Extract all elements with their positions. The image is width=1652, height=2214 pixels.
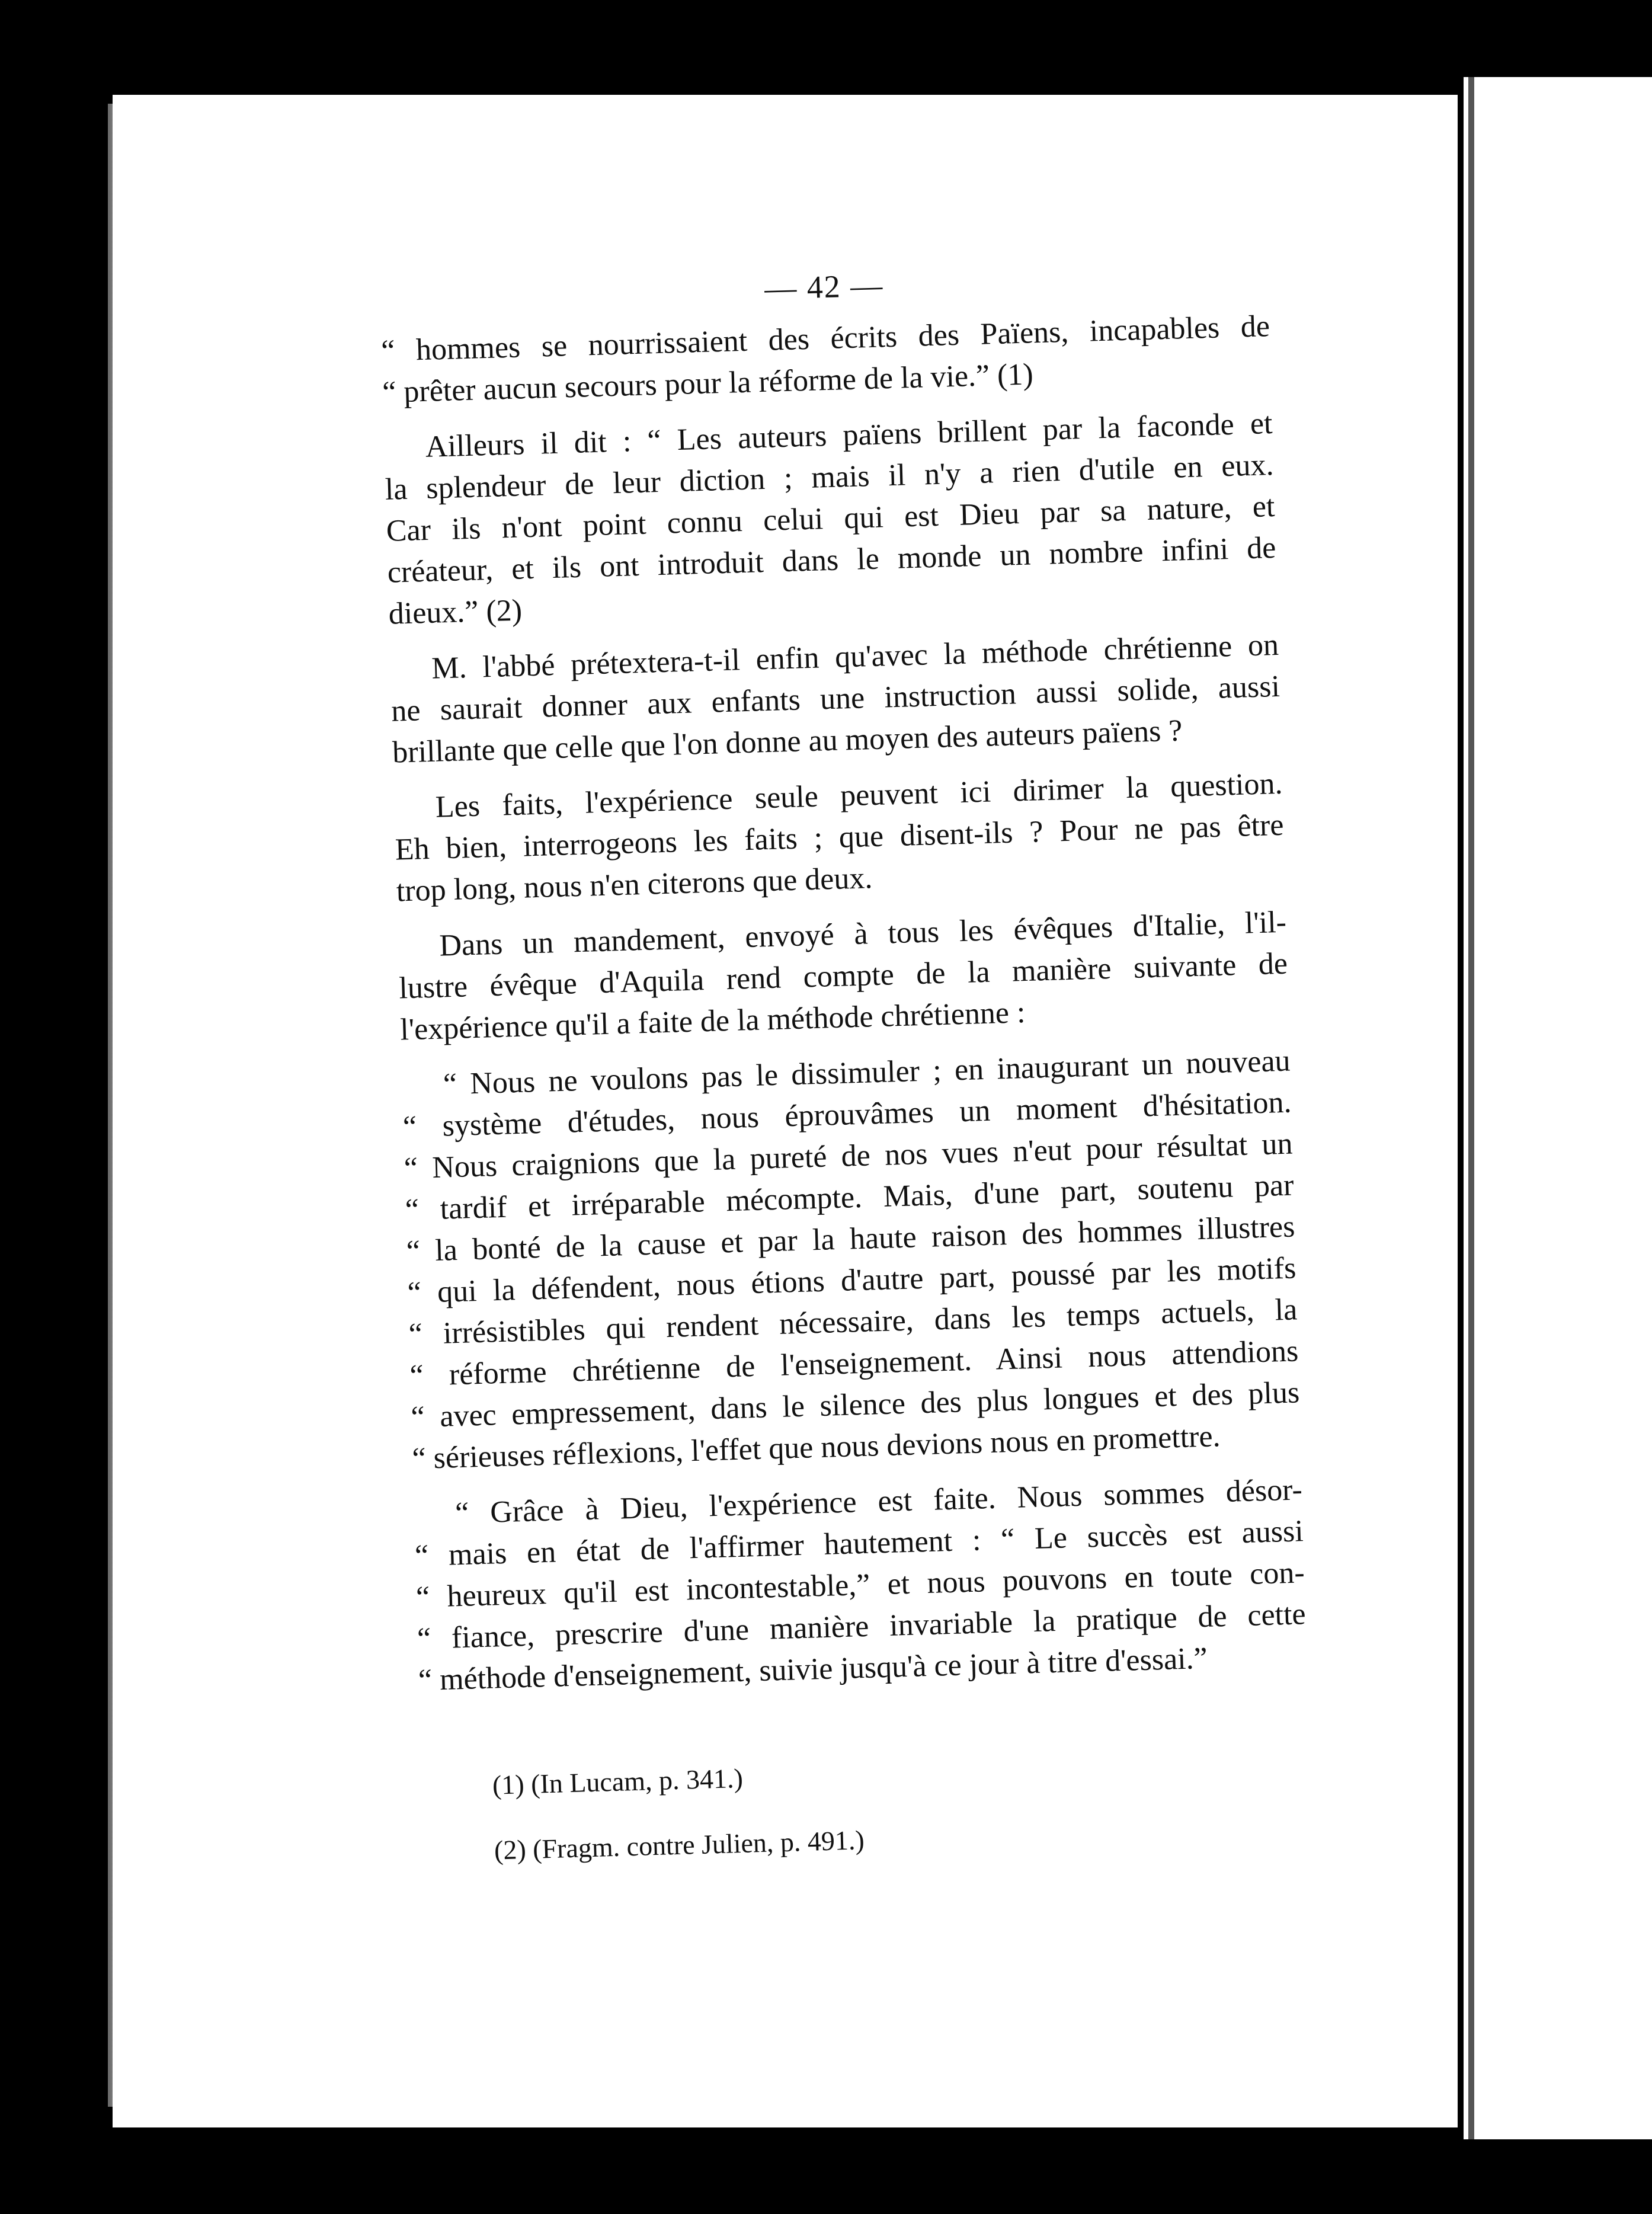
text-line: “ heureux qu'il est incontestable,” et nous pouvons en toute con- (415, 1556, 1305, 1615)
text-line: “ irrésistibles qui rendent nécessaire, dans les temps actuels, la (408, 1292, 1298, 1352)
facing-page-edge (1464, 77, 1652, 2139)
text-block (379, 254, 1312, 1885)
paragraph-2 (383, 403, 1278, 635)
paragraph-3 (389, 625, 1281, 774)
quotation-1 (401, 1041, 1301, 1480)
footnotes (421, 1730, 1313, 1885)
text-line: Ailleurs il dit : “ Les auteurs païens brillent par la faconde et (425, 407, 1273, 464)
footnote-text: (Fragm. contre Julien, p. 491.) (532, 1825, 865, 1864)
text-line: M. l'abbé prétextera-t-il enfin qu'avec la méthode chrétienne on (431, 628, 1279, 686)
text-line: la splendeur de leur diction ; mais il n'y a rien d'utile en eux. (385, 447, 1275, 507)
text-line: “ méthode d'enseignement, suivie jusqu'à ce jour à titre d'essai.” (418, 1641, 1208, 1698)
text-line: “ réforme chrétienne de l'enseignement. Ainsi nous attendions (409, 1334, 1299, 1393)
text-line: “ prêter aucun secours pour la réforme de la vie.” (1) (382, 357, 1034, 409)
paragraph-1 (380, 306, 1271, 414)
text-line: Dans un mandement, envoyé à tous les évêques d'Italie, l'il- (438, 905, 1287, 963)
text-line: “ Nous ne voulons pas le dissimuler ; en inaugurant un nouveau (443, 1044, 1291, 1102)
quotation-2 (413, 1469, 1307, 1701)
footnote-marker: (1) (492, 1769, 525, 1800)
text-line: “ qui la défendent, nous étions d'autre part, poussé par les motifs (407, 1251, 1297, 1310)
text-line: créateur, et ils ont introduit dans le monde un nombre infini de (387, 530, 1277, 590)
text-line: “ avec empressement, dans le silence des plus longues et des plus (410, 1375, 1300, 1435)
page-number: — 42 — (764, 267, 884, 306)
paragraph-5 (398, 902, 1289, 1051)
text-line: “ tardif et irréparable mécompte. Mais, d'une part, soutenu par (405, 1168, 1295, 1227)
text-line: “ mais en état de l'affirmer hautement : “ Le succès est aussi (414, 1514, 1304, 1573)
text-line: “ hommes se nourrissaient des écrits des Païens, incapables de (380, 309, 1270, 368)
text-line: “ Grâce à Dieu, l'expérience est faite. Nous sommes désor- (454, 1473, 1303, 1531)
text-line: “ Nous craignions que la pureté de nos vues n'eut pour résultat un (404, 1127, 1294, 1186)
text-line: trop long, nous n'en citerons que deux. (396, 861, 873, 908)
text-line: ne saurait donner aux enfants une instruction aussi solide, aussi (390, 669, 1280, 728)
text-line: “ système d'études, nous éprouvâmes un moment d'hésitation. (402, 1085, 1292, 1144)
text-line: Eh bien, interrogeons les faits ; que disent-ils ? Pour ne pas être (395, 808, 1285, 867)
text-line: “ sérieuses réflexions, l'effet que nous devions nous en promettre. (411, 1419, 1221, 1476)
text-line: “ la bonté de la cause et par la haute raison des hommes illustres (406, 1210, 1296, 1269)
text-line: l'expérience qu'il a faite de la méthode chrétienne : (399, 996, 1026, 1047)
text-line: brillante que celle que l'on donne au moyen des auteurs païens ? (392, 714, 1183, 770)
text-line: dieux.” (2) (388, 593, 523, 631)
text-line: Les faits, l'expérience seule peuvent ici dirimer la question. (435, 766, 1283, 824)
text-line: lustre évêque d'Aquila rend compte de la manière suivante de (398, 946, 1288, 1006)
footnote-text: (In Lucam, p. 341.) (530, 1762, 744, 1799)
text-line: “ fiance, prescrire d'une manière invariable la pratique de cette (417, 1597, 1307, 1656)
footnote-marker: (2) (494, 1834, 527, 1866)
paragraph-4 (393, 763, 1285, 913)
text-line: Car ils n'ont point connu celui qui est Dieu par sa nature, et (386, 489, 1276, 548)
